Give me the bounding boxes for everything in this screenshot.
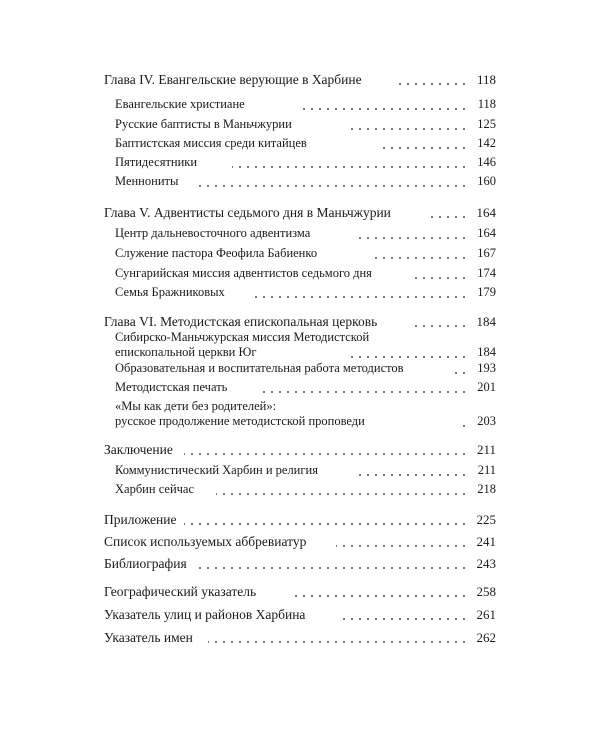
toc-page-number: 164 [477,226,496,240]
leader-dots [415,277,468,279]
toc-page-number: 146 [477,155,496,169]
toc-title: Указатель улиц и районов Харбина [104,607,306,622]
toc-page-number: 225 [476,512,496,527]
toc-page-number: 118 [477,97,496,111]
leader-dots [208,641,468,643]
toc-title: Сунгарийская миссия адвентистов седьмого дня [115,266,372,280]
toc-page-number: 125 [477,117,496,131]
toc-page-number: 142 [477,136,496,150]
toc-title: Евангельские христиане [115,97,245,111]
leader-dots [303,108,468,110]
leader-dots [462,425,468,427]
toc-title: Методистская печать [115,380,228,394]
toc-page-number: 218 [477,482,496,496]
toc-title: Баптистская миссия среди китайцев [115,136,307,150]
toc-page-number: 201 [477,380,496,394]
toc-title: Указатель имен [104,630,193,645]
leader-dots [232,166,468,168]
leader-dots [396,83,468,85]
leader-dots [196,567,468,569]
toc-title: Русские баптисты в Маньчжурии [115,117,292,131]
toc-title: Список используемых аббревиатур [104,534,307,549]
leader-dots [216,493,468,495]
toc-page-number: 179 [477,285,496,299]
toc-page-number: 241 [476,534,496,549]
toc-title: Глава VI. Методистская епископальная церковь [104,314,378,329]
leader-dots [414,325,468,327]
toc-page-number: 118 [476,72,496,87]
leader-dots [348,356,468,358]
toc-title: Меннониты [115,174,179,188]
toc-page-number: 167 [477,246,496,260]
toc-title: Семья Бражниковых [115,285,225,299]
toc-page-number: 211 [477,463,496,477]
toc-page-number: 258 [476,584,496,599]
toc-title: Пятидесятники [115,155,198,169]
leader-dots [356,474,468,476]
leader-dots [250,296,468,298]
toc-title-line: епископальной церкви Юг [115,345,257,359]
toc-title-line: «Мы как дети без родителей»: [115,399,277,413]
leader-dots [372,257,468,259]
toc-title: Географический указатель [104,584,257,599]
leader-dots [377,147,468,149]
leader-dots [294,595,468,597]
toc-title: Харбин сейчас [115,482,195,496]
toc-page-number: 193 [477,361,496,375]
leader-dots [184,453,468,455]
toc-page-number: 164 [476,205,496,220]
toc-page-number: 184 [477,345,496,359]
toc-title: Образовательная и воспитательная работа методистов [115,361,404,375]
toc-title: Служение пастора Феофила Бабиенко [115,246,318,260]
toc-title: Коммунистический Харбин и религия [115,463,318,477]
toc-title: Заключение [104,442,173,457]
toc-title: Библиография [104,556,187,571]
toc-title [115,330,369,360]
leader-dots [196,185,468,187]
leader-dots [342,618,468,620]
toc-title: Центр дальневосточного адвентизма [115,226,311,240]
toc-title [115,399,365,429]
leader-dots [184,523,468,525]
toc-page-number: 184 [476,314,496,329]
leader-dots [454,372,468,374]
toc-page-number: 262 [476,630,496,645]
leader-dots [348,128,468,130]
toc-page-number: 243 [476,556,496,571]
toc-page-number: 160 [477,174,496,188]
toc-title: Глава IV. Евангельские верующие в Харбине [104,72,362,87]
toc-title: Приложение [104,512,177,527]
toc-page-number: 211 [476,442,496,457]
toc-title-line: русское продолжение методистской проповеди [115,414,365,428]
leader-dots [336,545,468,547]
leader-dots [428,216,468,218]
toc-page-number: 174 [477,266,496,280]
toc-page-number: 261 [476,607,496,622]
toc-title-line: Сибирско-Маньчжурская миссия Методистской [115,330,370,344]
toc-page-number: 203 [477,414,496,428]
leader-dots [358,237,468,239]
leader-dots [262,391,468,393]
toc-title: Глава V. Адвентисты седьмого дня в Маньчжурии [104,205,391,220]
